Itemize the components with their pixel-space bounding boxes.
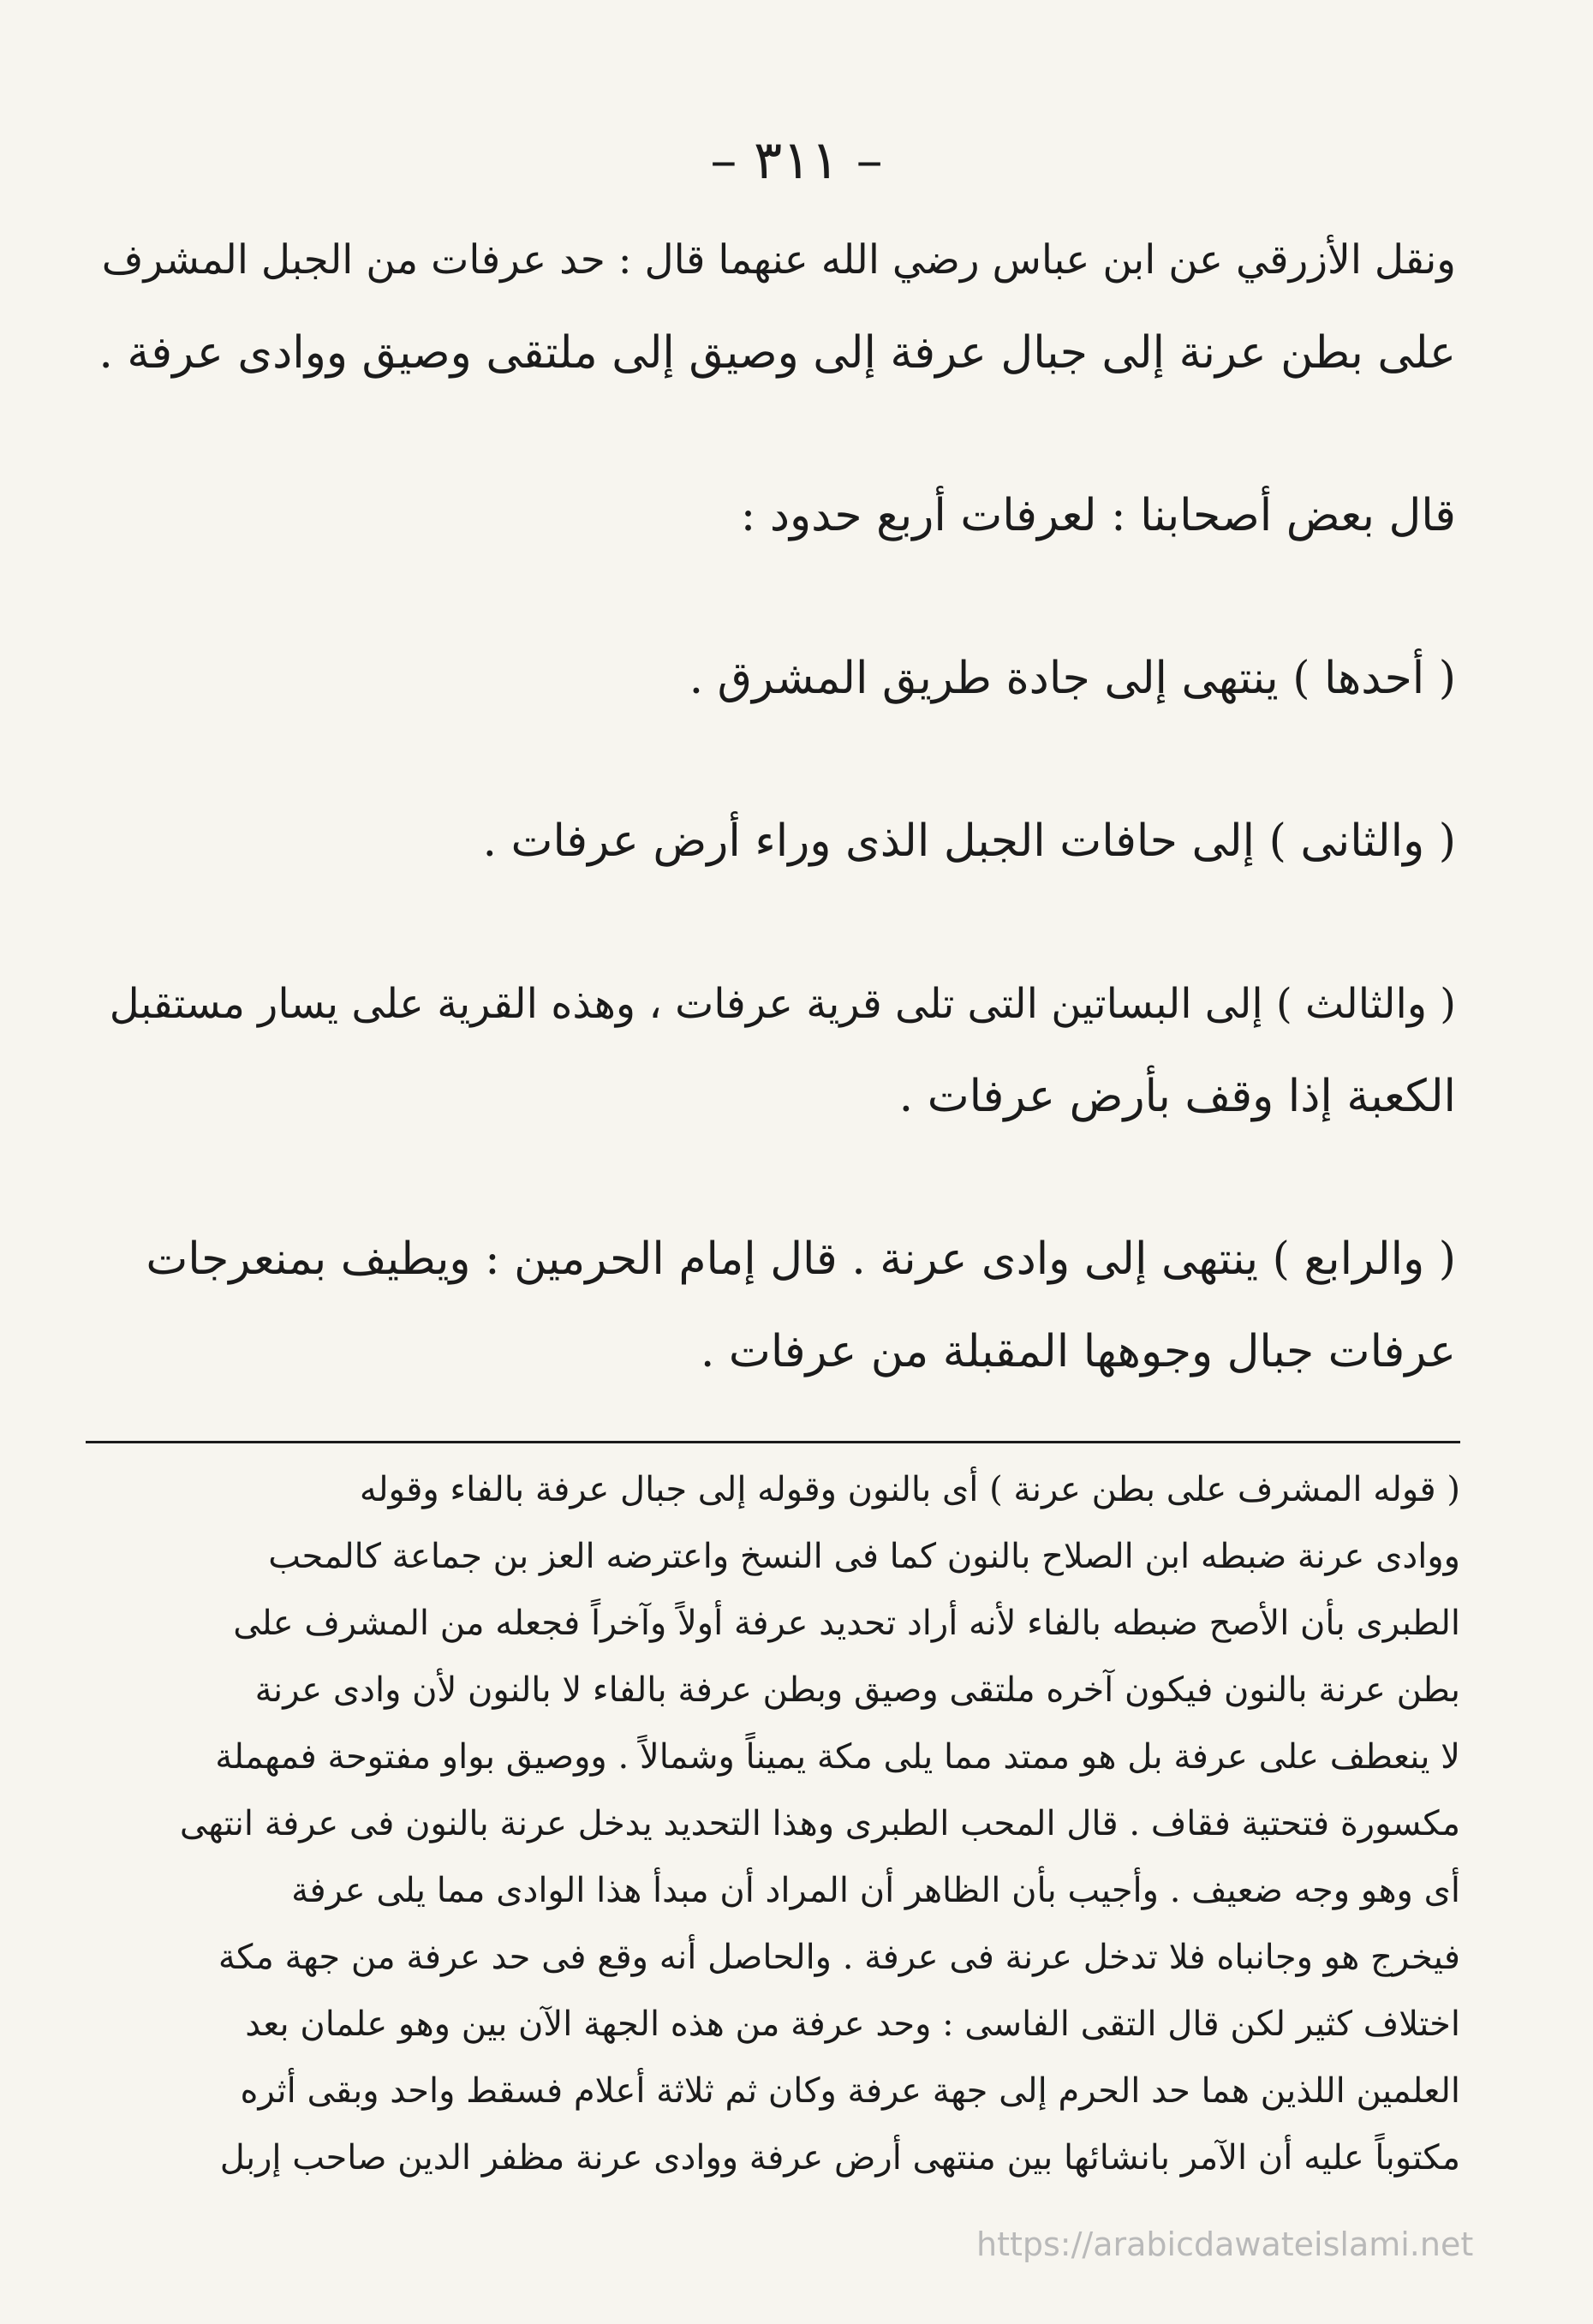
text-line: عرفات جبال وجوهها المقبلة من عرفات . bbox=[700, 1326, 1456, 1377]
footnotes bbox=[86, 1456, 1460, 2191]
footnote-line: العلمين اللذين هما حد الحرم إلى جهة عرفة وكان ثم ثلاثة أعلام فسقط واحد وبقى أثره bbox=[240, 2071, 1460, 2111]
page-number: – ٣١١ – bbox=[710, 128, 883, 191]
text-line: ( أحدها ) ينتهى إلى جادة طريق المشرق . bbox=[689, 653, 1456, 704]
footnote-divider bbox=[86, 1441, 1460, 1443]
text-line: ( والرابع ) ينتهى إلى وادى عرنة . قال إمام الحرمين : ويطيف بمنعرجات bbox=[146, 1234, 1456, 1285]
text-line: ( والثالث ) إلى البساتين التى تلى قرية عرفات ، وهذه القرية على يسار مستقبل bbox=[109, 980, 1456, 1028]
footnote-line: اختلاف كثير لكن قال التقى الفاسى : وحد عرفة من هذه الجهة الآن بين وهو علمان بعد bbox=[245, 2004, 1460, 2044]
paragraph-azraqi bbox=[94, 214, 1456, 399]
footnote-line: بطن عرنة بالنون فيكون آخره ملتقى وصيق وبطن عرفة بالفاء لا بالنون لأن وادى عرنة bbox=[254, 1670, 1460, 1710]
footnote-line: لا ينعطف على عرفة بل هو ممتد مما يلى مكة يميناً وشمالاً . ووصيق بواو مفتوحة فمهملة bbox=[215, 1737, 1460, 1777]
paragraph-first-limit bbox=[94, 632, 1456, 725]
footnote-line: ووادى عرنة ضبطه ابن الصلاح بالنون كما فى النسخ واعترضه العز بن جماعة كالمحب bbox=[268, 1537, 1460, 1576]
footnote-line: مكتوباً عليه أن الآمر بانشائها بين منتهى أرض عرفة ووادى عرنة مظفر الدين صاحب إربل bbox=[219, 2138, 1460, 2178]
text-line: قال بعض أصحابنا : لعرفات أربع حدود : bbox=[740, 490, 1456, 541]
text-line: على بطن عرنة إلى جبال عرفة إلى وصيق إلى ملتقى وصيق ووادى عرفة . bbox=[98, 327, 1456, 379]
text-line: الكعبة إذا وقف بأرض عرفات . bbox=[898, 1071, 1456, 1122]
paragraph-third-limit bbox=[94, 958, 1456, 1143]
paragraph-fourth-limit bbox=[94, 1213, 1456, 1398]
text-line: ( والثانى ) إلى حافات الجبل الذى وراء أرض عرفات . bbox=[482, 815, 1456, 867]
paragraph-four-limits bbox=[94, 469, 1456, 562]
footnote-line: أى وهو وجه ضعيف . وأجيب بأن الظاهر أن المراد أن مبدأ هذا الوادى مما يلى عرفة bbox=[291, 1871, 1460, 1910]
footnote-line: فيخرج هو وجانباه فلا تدخل عرنة فى عرفة . والحاصل أنه وقع فى حد عرفة من جهة مكة bbox=[218, 1938, 1460, 1977]
text-line: ونقل الأزرقي عن ابن عباس رضي الله عنهما قال : حد عرفات من الجبل المشرف bbox=[101, 236, 1456, 284]
footnote-line: ( قوله المشرف على بطن عرنة ) أى بالنون وقوله إلى جبال عرفة بالفاء وقوله bbox=[359, 1470, 1460, 1509]
watermark-url: https://arabicdawateislami.net bbox=[976, 2225, 1474, 2263]
footnote-line: الطبرى بأن الأصح ضبطه بالفاء لأنه أراد تحديد عرفة أولاً وآخراً فجعله من المشرف على bbox=[233, 1604, 1460, 1643]
paragraph-second-limit bbox=[94, 795, 1456, 887]
footnote-line: مكسورة فتحتية فقاف . قال المحب الطبرى وهذا التحديد يدخل عرنة بالنون فى عرفة انتهى bbox=[179, 1804, 1460, 1843]
main-text bbox=[94, 214, 1456, 1398]
